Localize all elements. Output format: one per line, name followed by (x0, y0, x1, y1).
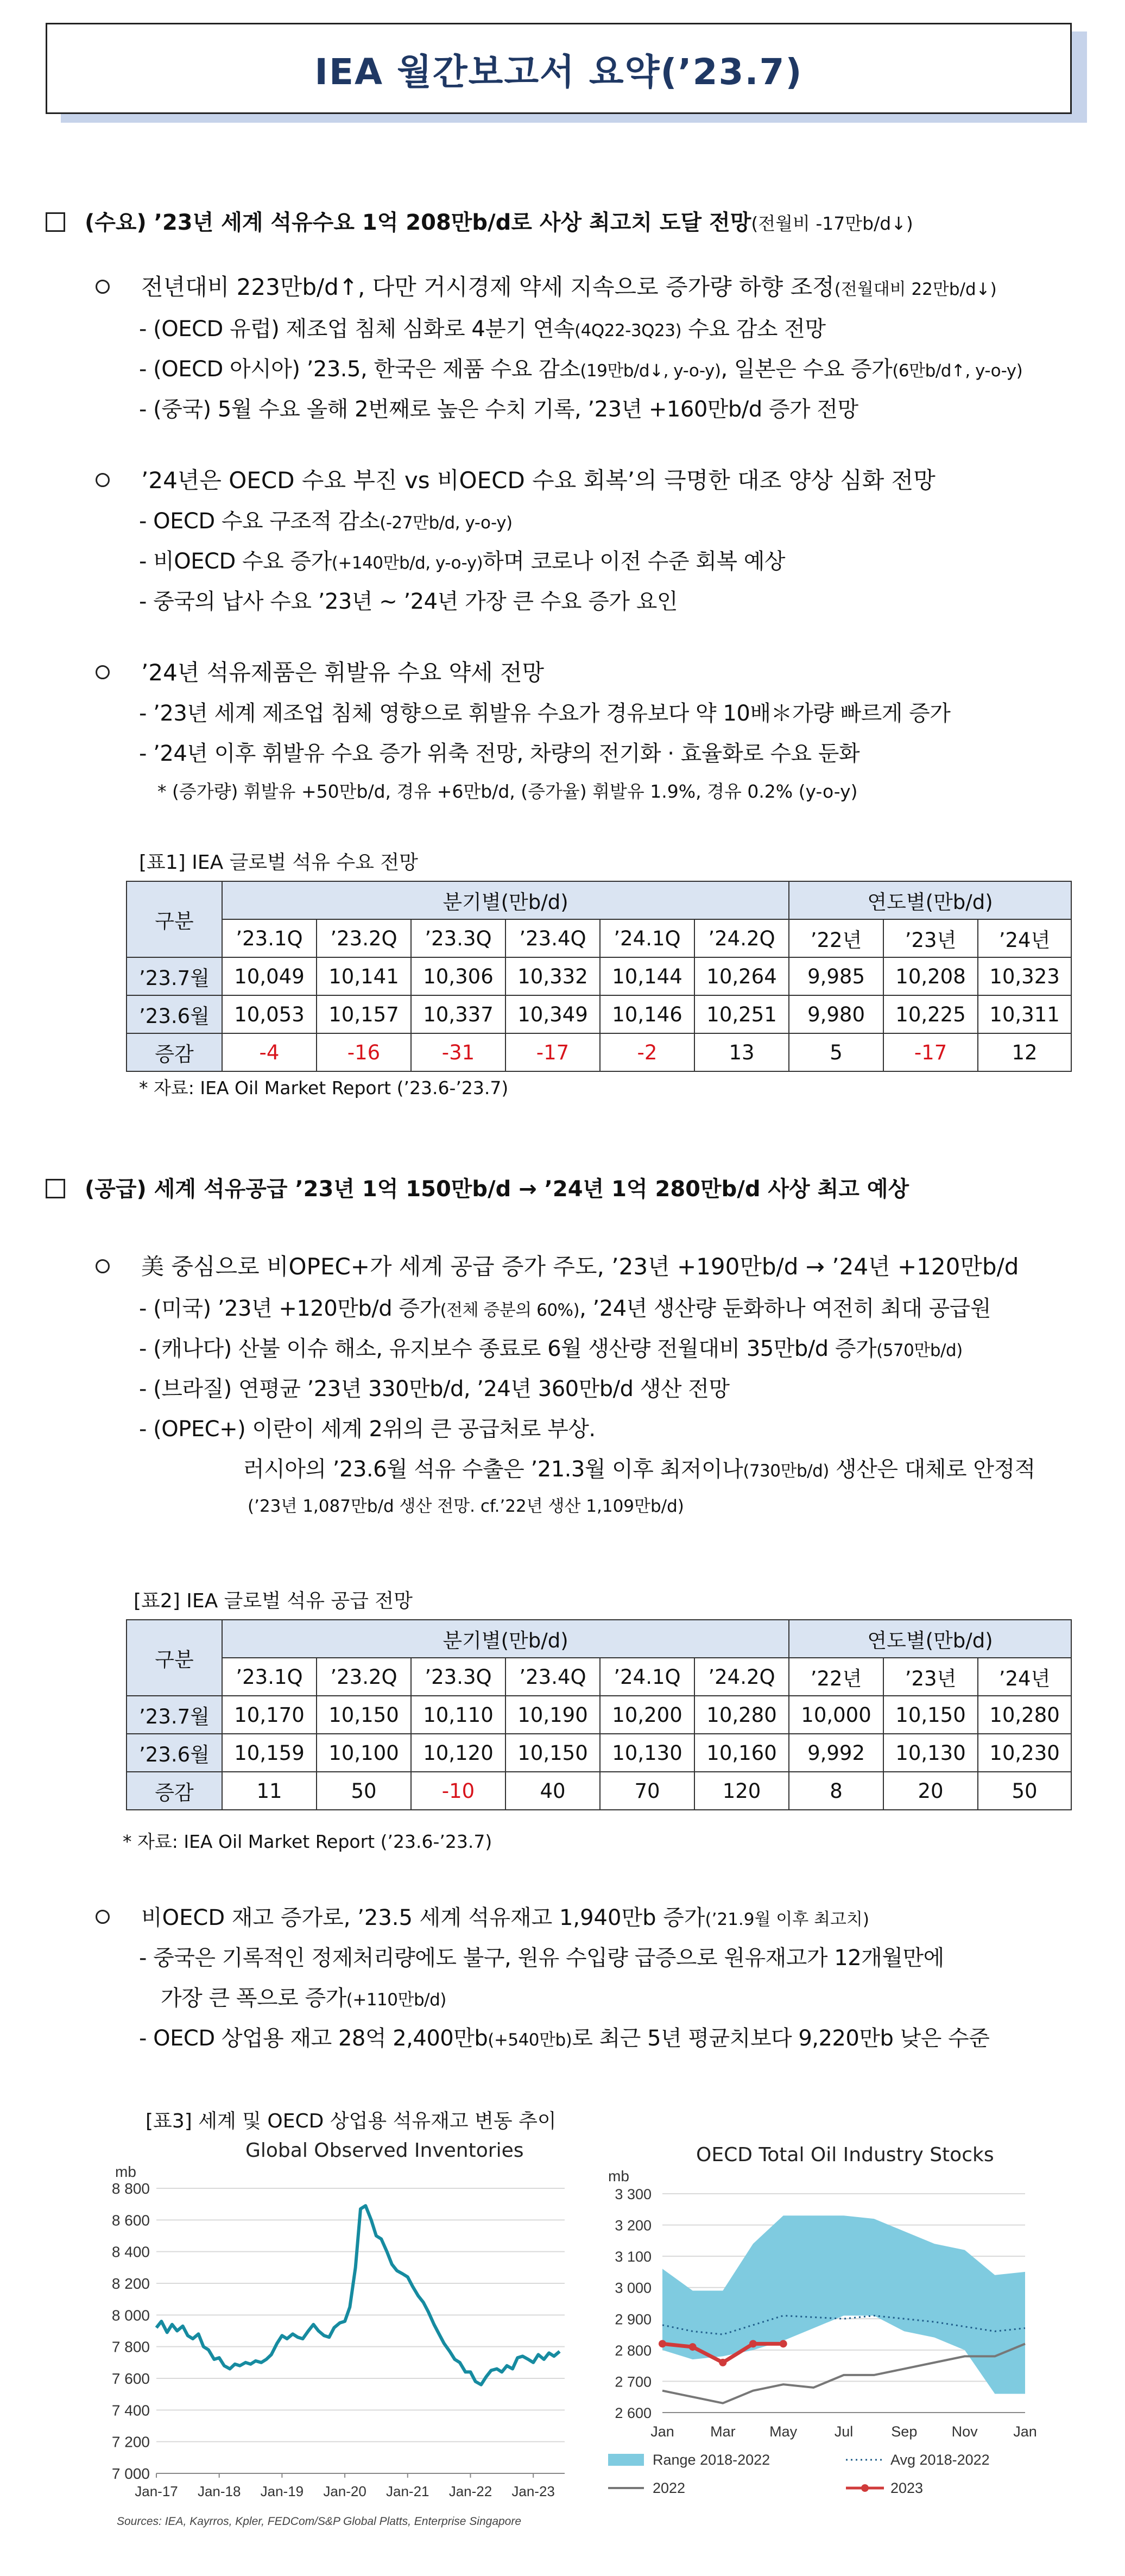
demand-sub-5 (139, 544, 785, 575)
sub-text: - (OECD 유럽) 제조업 침체 심화로 4분기 연속 (139, 317, 575, 342)
sub-text: , ’24년 생산량 둔화하나 여전히 최대 공급원 (579, 1296, 991, 1321)
demand-sub-7 (139, 696, 950, 727)
table2-caption: [표2] IEA 글로벌 석유 공급 전망 (134, 1590, 413, 1612)
table1-caption: [표1] IEA 글로벌 석유 수요 전망 (139, 851, 418, 874)
table-cell: -4 (222, 1033, 317, 1071)
y-tick-label: 2 900 (615, 2311, 652, 2328)
table-cell: 9,980 (789, 995, 883, 1033)
sub-note: (6만b/d↑, y-o-y) (892, 361, 1023, 381)
table-cell: 11 (222, 1772, 317, 1810)
table-cell: 8 (789, 1772, 883, 1810)
table-header-annual: 연도별(만b/d) (789, 1620, 1071, 1658)
sub-text: 하며 코로나 이전 수준 회복 예상 (483, 549, 786, 574)
table-cell: 9,985 (789, 957, 883, 995)
inventory-sub-2 (139, 2021, 989, 2052)
demand-footnote: * (증가량) 휘발유 +50만b/d, 경유 +6만b/d, (증가율) 휘발유 1.9%, 경유 0.2% (y-o-y) (157, 781, 858, 802)
table-cell: 10,225 (883, 995, 978, 1033)
sub-text: - (OECD 아시아) ’23.5, 한국은 제품 수요 감소 (139, 357, 580, 382)
supply-bullet-1 (96, 1249, 1019, 1281)
sub-text: - 중국은 기록적인 정제처리량에도 불구, 원유 수입량 급증으로 원유재고가 12개월만에 (139, 1946, 944, 1971)
demand-bullet-1 (96, 269, 997, 302)
col-header: ’24.2Q (694, 919, 789, 957)
sub-note: (570만b/d) (876, 1341, 963, 1360)
row-label: 증감 (127, 1033, 222, 1071)
x-tick-label: Jan-19 (260, 2483, 304, 2499)
x-tick-label: Jan-18 (197, 2483, 241, 2499)
x-tick-label: Jan (650, 2423, 674, 2440)
col-header: ’23년 (883, 1658, 978, 1696)
table-cell: 10,053 (222, 995, 317, 1033)
table-cell: 10,150 (505, 1734, 600, 1772)
circle-bullet-icon (96, 1910, 110, 1924)
col-header: ’23년 (883, 919, 978, 957)
x-tick-label: Jan-17 (135, 2483, 178, 2499)
table-cell: 10,120 (411, 1734, 505, 1772)
x-tick-label: Jan-22 (448, 2483, 492, 2499)
col-header: ’24.1Q (600, 1658, 694, 1696)
y-tick-label: 3 000 (615, 2280, 652, 2296)
table-cell: -16 (317, 1033, 411, 1071)
table-cell: -10 (411, 1772, 505, 1810)
col-header: ’23.2Q (317, 919, 411, 957)
supply-sub-2 (139, 1331, 963, 1362)
table-cell: 10,337 (411, 995, 505, 1033)
table-cell: -17 (883, 1033, 978, 1071)
table-cell: 10,311 (978, 995, 1071, 1033)
demand-heading (46, 205, 913, 236)
col-header: ’22년 (789, 919, 883, 957)
circle-bullet-icon (96, 665, 110, 679)
supply-sub-3 (139, 1372, 729, 1403)
table-header-group: 구분 (127, 1620, 222, 1696)
demand-sub-6 (139, 584, 678, 615)
y-tick-label: 8 400 (111, 2243, 150, 2261)
table-cell: 10,159 (222, 1734, 317, 1772)
table-header-quarterly: 분기별(만b/d) (222, 881, 789, 919)
x-tick-label: Mar (710, 2423, 736, 2440)
row-label: ’23.7월 (127, 957, 222, 995)
table-col-header-row (127, 919, 1071, 957)
oecd-stocks-chart (586, 2164, 1075, 2555)
sub-text: - OECD 수요 구조적 감소 (139, 509, 380, 534)
table-cell: 10,144 (600, 957, 694, 995)
sub-text: 러시아의 ’23.6월 석유 수출은 ’21.3월 이후 최저이나 (243, 1457, 743, 1482)
col-header: ’24.1Q (600, 919, 694, 957)
sub-note: (+540만b) (488, 2030, 572, 2050)
bullet-text: ’24년은 OECD 수요 부진 vs 비OECD 수요 회복’의 극명한 대조 양상 심화 전망 (141, 467, 936, 494)
table-cell: 10,160 (694, 1734, 789, 1772)
range-area (662, 2215, 1025, 2394)
supply-russia-note: (’23년 1,087만b/d 생산 전망. cf.’22년 생산 1,109만b/d) (248, 1497, 684, 1516)
inventory-sub-1a (139, 1941, 944, 1972)
table-cell: 10,280 (694, 1696, 789, 1734)
table-cell: 5 (789, 1033, 883, 1071)
inventory-bullet (96, 1901, 869, 1931)
table-header-group: 구분 (127, 881, 222, 957)
table-cell: 10,208 (883, 957, 978, 995)
demand-heading-note: (전월비 -17만b/d↓) (751, 213, 913, 234)
series-2023-point (689, 2343, 697, 2351)
sub-text: - (캐나다) 산불 이슈 해소, 유지보수 종료로 6월 생산량 전월대비 35만b/d 증가 (139, 1336, 877, 1361)
inventory-series-line (156, 2206, 560, 2385)
table-cell: 10,150 (883, 1696, 978, 1734)
x-tick-label: Jan-21 (386, 2483, 429, 2499)
bullet-note: (전월대비 22만b/d↓) (834, 280, 997, 299)
supply-heading-text: (공급) 세계 석유공급 ’23년 1억 150만b/d → ’24년 1억 280만b/d 사상 최고 예상 (85, 1177, 909, 1202)
table-cell: 10,332 (505, 957, 600, 995)
col-header: ’23.1Q (222, 1658, 317, 1696)
table-cell: 10,349 (505, 995, 600, 1033)
demand-sub-3 (139, 392, 858, 423)
demand-sub-4 (139, 504, 513, 535)
table-cell: 10,280 (978, 1696, 1071, 1734)
legend-range-swatch (608, 2454, 644, 2466)
col-header: ’22년 (789, 1658, 883, 1696)
table-cell: 10,264 (694, 957, 789, 995)
sub-note: (730만b/d) (743, 1461, 829, 1481)
table-cell: 40 (505, 1772, 600, 1810)
checkbox-square-icon (46, 212, 65, 232)
inventory-sub-1b (161, 1981, 446, 2012)
table-cell: 12 (978, 1033, 1071, 1071)
table-cell: 10,150 (317, 1696, 411, 1734)
chart1-title: Global Observed Inventories (245, 2139, 524, 2162)
circle-bullet-icon (96, 280, 110, 294)
circle-bullet-icon (96, 1259, 110, 1273)
table-cell: 10,190 (505, 1696, 600, 1734)
circle-bullet-icon (96, 473, 110, 487)
table-cell: 10,230 (978, 1734, 1071, 1772)
page-title: IEA 월간보고서 요약(’23.7) (314, 50, 803, 93)
table-cell: 10,000 (789, 1696, 883, 1734)
demand-bullet-2 (96, 463, 936, 495)
table-row-change (127, 1772, 1071, 1810)
table-row (127, 957, 1071, 995)
legend-range-label: Range 2018-2022 (653, 2452, 770, 2468)
table-row (127, 1696, 1071, 1734)
row-label: ’23.6월 (127, 995, 222, 1033)
demand-sub-1 (139, 312, 826, 343)
table-cell: -2 (600, 1033, 694, 1071)
table-cell: 9,992 (789, 1734, 883, 1772)
chart-caption: [표3] 세계 및 OECD 상업용 석유재고 변동 추이 (146, 2110, 557, 2132)
checkbox-square-icon (46, 1179, 65, 1198)
table-cell: 10,049 (222, 957, 317, 995)
sub-text: - ’24년 이후 휘발유 수요 증가 위축 전망, 차량의 전기화 · 효율화로 수요 둔화 (139, 741, 860, 766)
bullet-text: 美 중심으로 비OPEC+가 세계 공급 증가 주도, ’23년 +190만b/d → ’24년 +120만b/d (141, 1253, 1019, 1280)
x-tick-label: Jan-20 (323, 2483, 366, 2499)
global-inventories-chart (98, 2158, 586, 2533)
sub-text: - 중국의 납사 수요 ’23년 ~ ’24년 가장 큰 수요 증가 요인 (139, 589, 678, 614)
supply-table (126, 1619, 1072, 1810)
col-header: ’24년 (978, 1658, 1071, 1696)
col-header: ’23.3Q (411, 1658, 505, 1696)
col-header: ’24년 (978, 919, 1071, 957)
table-row (127, 1734, 1071, 1772)
table-cell: 50 (978, 1772, 1071, 1810)
y-tick-label: 3 200 (615, 2217, 652, 2234)
y-tick-label: 2 800 (615, 2342, 652, 2359)
series-2023-point (749, 2340, 757, 2347)
sub-text: - ’23년 세계 제조업 침체 영향으로 휘발유 수요가 경유보다 약 10배＊가량 빠르게 증가 (139, 701, 951, 726)
sub-note: (19만b/d↓, y-o-y) (580, 361, 721, 381)
sub-text: - (OPEC+) 이란이 세계 2위의 큰 공급처로 부상. (139, 1417, 596, 1442)
bullet-text: 비OECD 재고 증가로, ’23.5 세계 석유재고 1,940만b 증가 (141, 1905, 705, 1930)
y-tick-label: 7 400 (111, 2402, 150, 2419)
y-tick-label: 8 800 (111, 2180, 150, 2197)
y-tick-label: 2 600 (615, 2405, 652, 2421)
table-header-quarterly: 분기별(만b/d) (222, 1620, 789, 1658)
title-box (46, 23, 1072, 114)
table-cell: 10,200 (600, 1696, 694, 1734)
series-2023-point (719, 2359, 726, 2366)
chart1-source: Sources: IEA, Kayrros, Kpler, FEDCom/S&P Global Platts, Enterprise Singapore (117, 2515, 522, 2528)
x-tick-label: Sep (891, 2423, 918, 2440)
table-cell: -17 (505, 1033, 600, 1071)
demand-table (126, 881, 1072, 1072)
sub-text: 로 최근 5년 평균치보다 9,220만b 낮은 수준 (572, 2026, 990, 2051)
bullet-text: 전년대비 223만b/d↑, 다만 거시경제 약세 지속으로 증가량 하향 조정 (141, 274, 835, 300)
table-cell: 10,306 (411, 957, 505, 995)
x-tick-label: Nov (951, 2423, 978, 2440)
y-tick-label: 7 200 (111, 2433, 150, 2451)
row-label: ’23.6월 (127, 1734, 222, 1772)
table-cell: 50 (317, 1772, 411, 1810)
table-cell: 120 (694, 1772, 789, 1810)
chart2-ylabel: mb (608, 2168, 629, 2184)
y-tick-label: 3 300 (615, 2186, 652, 2202)
sub-text: 수요 감소 전망 (681, 317, 826, 342)
x-tick-label: Jan-23 (511, 2483, 555, 2499)
y-tick-label: 8 000 (111, 2307, 150, 2324)
table-row-change (127, 1033, 1071, 1071)
y-tick-label: 3 100 (615, 2249, 652, 2265)
sub-text: - OECD 상업용 재고 28억 2,400만b (139, 2026, 488, 2051)
series-2023-point (780, 2340, 787, 2347)
y-tick-label: 2 700 (615, 2373, 652, 2390)
sub-text: - (브라질) 연평균 ’23년 330만b/d, ’24년 360만b/d 생산 전망 (139, 1377, 730, 1401)
col-header: ’23.4Q (505, 1658, 600, 1696)
table-cell: 10,323 (978, 957, 1071, 995)
supply-sub-4 (139, 1412, 596, 1443)
table-cell: 10,110 (411, 1696, 505, 1734)
demand-sub-8 (139, 736, 859, 767)
x-tick-label: Jul (834, 2423, 854, 2440)
row-label: 증감 (127, 1772, 222, 1810)
table-cell: 10,170 (222, 1696, 317, 1734)
table2-source: * 자료: IEA Oil Market Report (’23.6-’23.7) (123, 1831, 492, 1852)
sub-text: 가장 큰 폭으로 증가 (161, 1986, 346, 2011)
supply-heading (46, 1172, 909, 1203)
y-tick-label: 8 600 (111, 2212, 150, 2229)
demand-bullet-3 (96, 655, 544, 687)
sub-note: (-27만b/d, y-o-y) (380, 513, 513, 533)
table-cell: 20 (883, 1772, 978, 1810)
table-cell: 13 (694, 1033, 789, 1071)
col-header: ’23.1Q (222, 919, 317, 957)
legend-2023-marker (861, 2484, 869, 2492)
sub-text: - (중국) 5월 수요 올해 2번째로 높은 수치 기록, ’23년 +160만b/d 증가 전망 (139, 397, 858, 422)
y-tick-label: 7 000 (111, 2465, 150, 2482)
table-header-annual: 연도별(만b/d) (789, 881, 1071, 919)
bullet-text: ’24년 석유제품은 휘발유 수요 약세 전망 (141, 659, 545, 686)
table-col-header-row (127, 1658, 1071, 1696)
row-label: ’23.7월 (127, 1696, 222, 1734)
table-cell: 10,130 (600, 1734, 694, 1772)
table-cell: 10,157 (317, 995, 411, 1033)
x-tick-label: May (769, 2423, 798, 2440)
demand-sub-2 (139, 352, 1022, 383)
x-tick-label: Jan (1013, 2423, 1037, 2440)
table-cell: 10,146 (600, 995, 694, 1033)
col-header: ’23.4Q (505, 919, 600, 957)
legend-avg-label: Avg 2018-2022 (890, 2452, 990, 2468)
table-cell: 10,130 (883, 1734, 978, 1772)
legend-2022-label: 2022 (653, 2480, 686, 2496)
sub-note: (4Q22-3Q23) (574, 321, 682, 340)
y-tick-label: 8 200 (111, 2275, 150, 2292)
table-cell: -31 (411, 1033, 505, 1071)
col-header: ’23.3Q (411, 919, 505, 957)
bullet-note: (’21.9월 이후 최고치) (705, 1910, 869, 1929)
col-header: ’24.2Q (694, 1658, 789, 1696)
supply-russia-line (243, 1452, 1035, 1483)
col-header: ’23.2Q (317, 1658, 411, 1696)
sub-text: - 비OECD 수요 증가 (139, 549, 332, 574)
supply-sub-1 (139, 1291, 991, 1322)
sub-text: - (미국) ’23년 +120만b/d 증가 (139, 1296, 440, 1321)
chart1-ylabel: mb (115, 2163, 136, 2180)
y-tick-label: 7 800 (111, 2338, 150, 2356)
sub-note: (+110만b/d) (346, 1990, 446, 2010)
sub-note: (+140만b/d, y-o-y) (331, 553, 483, 573)
table-cell: 10,251 (694, 995, 789, 1033)
y-tick-label: 7 600 (111, 2370, 150, 2387)
table-row (127, 995, 1071, 1033)
demand-heading-text: (수요) ’23년 세계 석유수요 1억 208만b/d로 사상 최고치 도달 전망 (85, 210, 751, 235)
table-cell: 70 (600, 1772, 694, 1810)
table-cell: 10,100 (317, 1734, 411, 1772)
chart2-title: OECD Total Oil Industry Stocks (696, 2144, 994, 2166)
table-cell: 10,141 (317, 957, 411, 995)
legend-2023-label: 2023 (890, 2480, 924, 2496)
sub-text: 생산은 대체로 안정적 (829, 1457, 1035, 1482)
table1-source: * 자료: IEA Oil Market Report (’23.6-’23.7) (139, 1077, 509, 1098)
series-2023-point (659, 2340, 666, 2347)
sub-note: (전체 증분의 60%) (440, 1300, 580, 1320)
sub-text: , 일본은 수요 증가 (720, 357, 893, 382)
